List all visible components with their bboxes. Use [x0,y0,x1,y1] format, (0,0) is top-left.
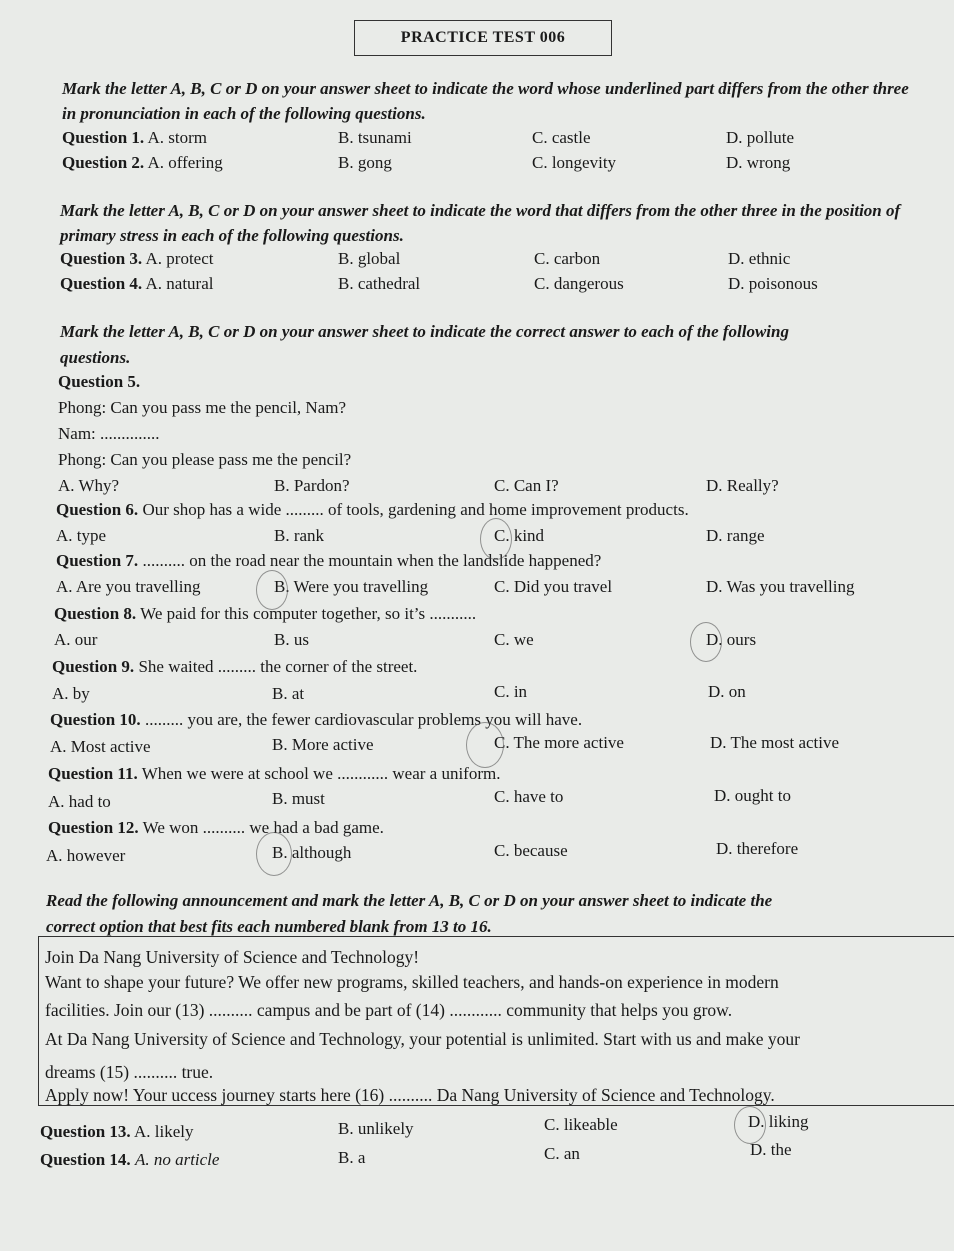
answer-mark-q13 [734,1106,766,1144]
passage-line-2: Want to shape your future? We offer new programs, skilled teachers, and hands-on experience in modern [45,972,779,992]
question-4-option-c: C. dangerous [534,274,624,293]
section2-instruction: Mark the letter A, B, C or D on your answer sheet to indicate the word that differs from the other three in the position of primary stress in each of the following questions. [60,201,901,245]
passage-line-3: facilities. Join our (13) .......... campus and be part of (14) ............ community that helps you grow. [45,1000,733,1020]
passage-line-5: dreams (15) .......... true. [45,1062,214,1082]
question-8-option-a: A. our [54,630,98,649]
question-2-label: Question 2. A. offering [62,153,223,172]
question-5-option-d: D. Really? [706,476,779,495]
question-13-option-b: B. unlikely [338,1119,414,1138]
section4-instruction-line2: correct option that best fits each numbered blank from 13 to 16. [46,917,492,936]
section3-instruction-line2: questions. [60,348,131,367]
question-7-option-c: C. Did you travel [494,577,613,596]
section1-instruction: Mark the letter A, B, C or D on your answer sheet to indicate the word whose underlined part differs from the other three in pronunciation in each of the following questions. [62,79,909,123]
question-6-option-b: B. rank [274,526,325,545]
question-8-option-d: D. ours [706,630,757,649]
question-8-option-b: B. us [274,630,309,649]
question-12-option-a: A. however [46,846,126,865]
question-6-option-a: A. type [56,526,107,545]
question-9-option-b: B. at [272,684,305,703]
question-11-option-d: D. ought to [714,786,791,805]
question-8-stem: Question 8. We paid for this computer together, so it’s ........... [54,604,477,623]
question-7-option-b: B. Were you travelling [274,577,429,596]
question-5-option-b: B. Pardon? [274,476,350,495]
question-13-label: Question 13. A. likely [40,1122,194,1141]
question-10-stem: Question 10. ......... you are, the fewer cardiovascular problems you will have. [50,710,583,729]
answer-mark-q10 [466,722,504,768]
question-8-option-c: C. we [494,630,534,649]
question-5-option-a: A. Why? [58,476,120,495]
question-5-dialogue-1: Phong: Can you pass me the pencil, Nam? [58,398,347,417]
question-13-option-d: D. liking [748,1112,809,1131]
question-14-option-d: D. the [750,1140,792,1159]
question-3-label: Question 3. A. protect [60,249,214,268]
question-2-option-d: D. wrong [726,153,791,172]
question-2-option-c: C. longevity [532,153,617,172]
question-5-dialogue-3: Phong: Can you please pass me the pencil? [58,450,352,469]
question-5-option-c: C. Can I? [494,476,559,495]
question-5-label: Question 5. [58,372,141,391]
passage-line-1: Join Da Nang University of Science and Technology! [45,947,420,967]
question-12-stem: Question 12. We won .......... we had a bad game. [48,818,384,837]
answer-mark-q12 [256,832,292,876]
question-4-option-d: D. poisonous [728,274,818,293]
answer-mark-q7 [256,570,288,610]
question-3-option-c: C. carbon [534,249,601,268]
question-4-option-b: B. cathedral [338,274,421,293]
question-9-option-d: D. on [708,682,746,701]
answer-mark-q6 [480,518,512,560]
question-4-label: Question 4. A. natural [60,274,214,293]
question-7-option-d: D. Was you travelling [706,577,855,596]
question-14-label: Question 14. A. no article [40,1150,220,1169]
question-7-option-a: A. Are you travelling [56,577,201,596]
question-11-option-c: C. have to [494,787,564,806]
section4-instruction-line1: Read the following announcement and mark the letter A, B, C or D on your answer sheet to indicate the [46,891,773,910]
question-6-stem: Question 6. Our shop has a wide ......... of tools, gardening and home improvement products. [56,500,689,519]
question-11-option-a: A. had to [48,792,111,811]
question-1-option-d: D. pollute [726,128,794,147]
question-12-option-d: D. therefore [716,839,799,858]
question-9-stem: Question 9. She waited ......... the corner of the street. [52,657,418,676]
question-10-option-c: C. The more active [494,733,624,752]
question-12-option-b: B. although [272,843,352,862]
question-11-option-b: B. must [272,789,325,808]
question-1-option-b: B. tsunami [338,128,412,147]
question-6-option-d: D. range [706,526,765,545]
question-7-stem: Question 7. .......... on the road near the mountain when the landslide happened? [56,551,602,570]
question-3-option-d: D. ethnic [728,249,791,268]
question-5-dialogue-2: Nam: .............. [58,424,160,443]
question-2-option-b: B. gong [338,153,392,172]
question-10-option-b: B. More active [272,735,374,754]
question-1-option-c: C. castle [532,128,591,147]
question-14-option-c: C. an [544,1144,580,1163]
question-9-option-a: A. by [52,684,90,703]
question-11-stem: Question 11. When we were at school we ............ wear a uniform. [48,764,501,783]
question-9-option-c: C. in [494,682,528,701]
question-10-option-a: A. Most active [50,737,151,756]
answer-mark-q8 [690,622,722,662]
question-1-label: Question 1. A. storm [62,128,207,147]
question-3-option-b: B. global [338,249,401,268]
question-13-option-c: C. likeable [544,1115,618,1134]
page-title: PRACTICE TEST 006 [354,20,612,56]
passage-line-4: At Da Nang University of Science and Technology, your potential is unlimited. Start with us and make your [45,1029,801,1049]
question-14-option-b: B. a [338,1148,366,1167]
section3-instruction-line1: Mark the letter A, B, C or D on your answer sheet to indicate the correct answer to each of the following [60,322,789,341]
passage-line-6: Apply now! Your uccess journey starts here (16) .......... Da Nang University of Science and Technology. [45,1085,775,1105]
announcement-passage [38,936,954,1106]
question-12-option-c: C. because [494,841,568,860]
question-6-option-c: C. kind [494,526,545,545]
question-10-option-d: D. The most active [710,733,840,752]
